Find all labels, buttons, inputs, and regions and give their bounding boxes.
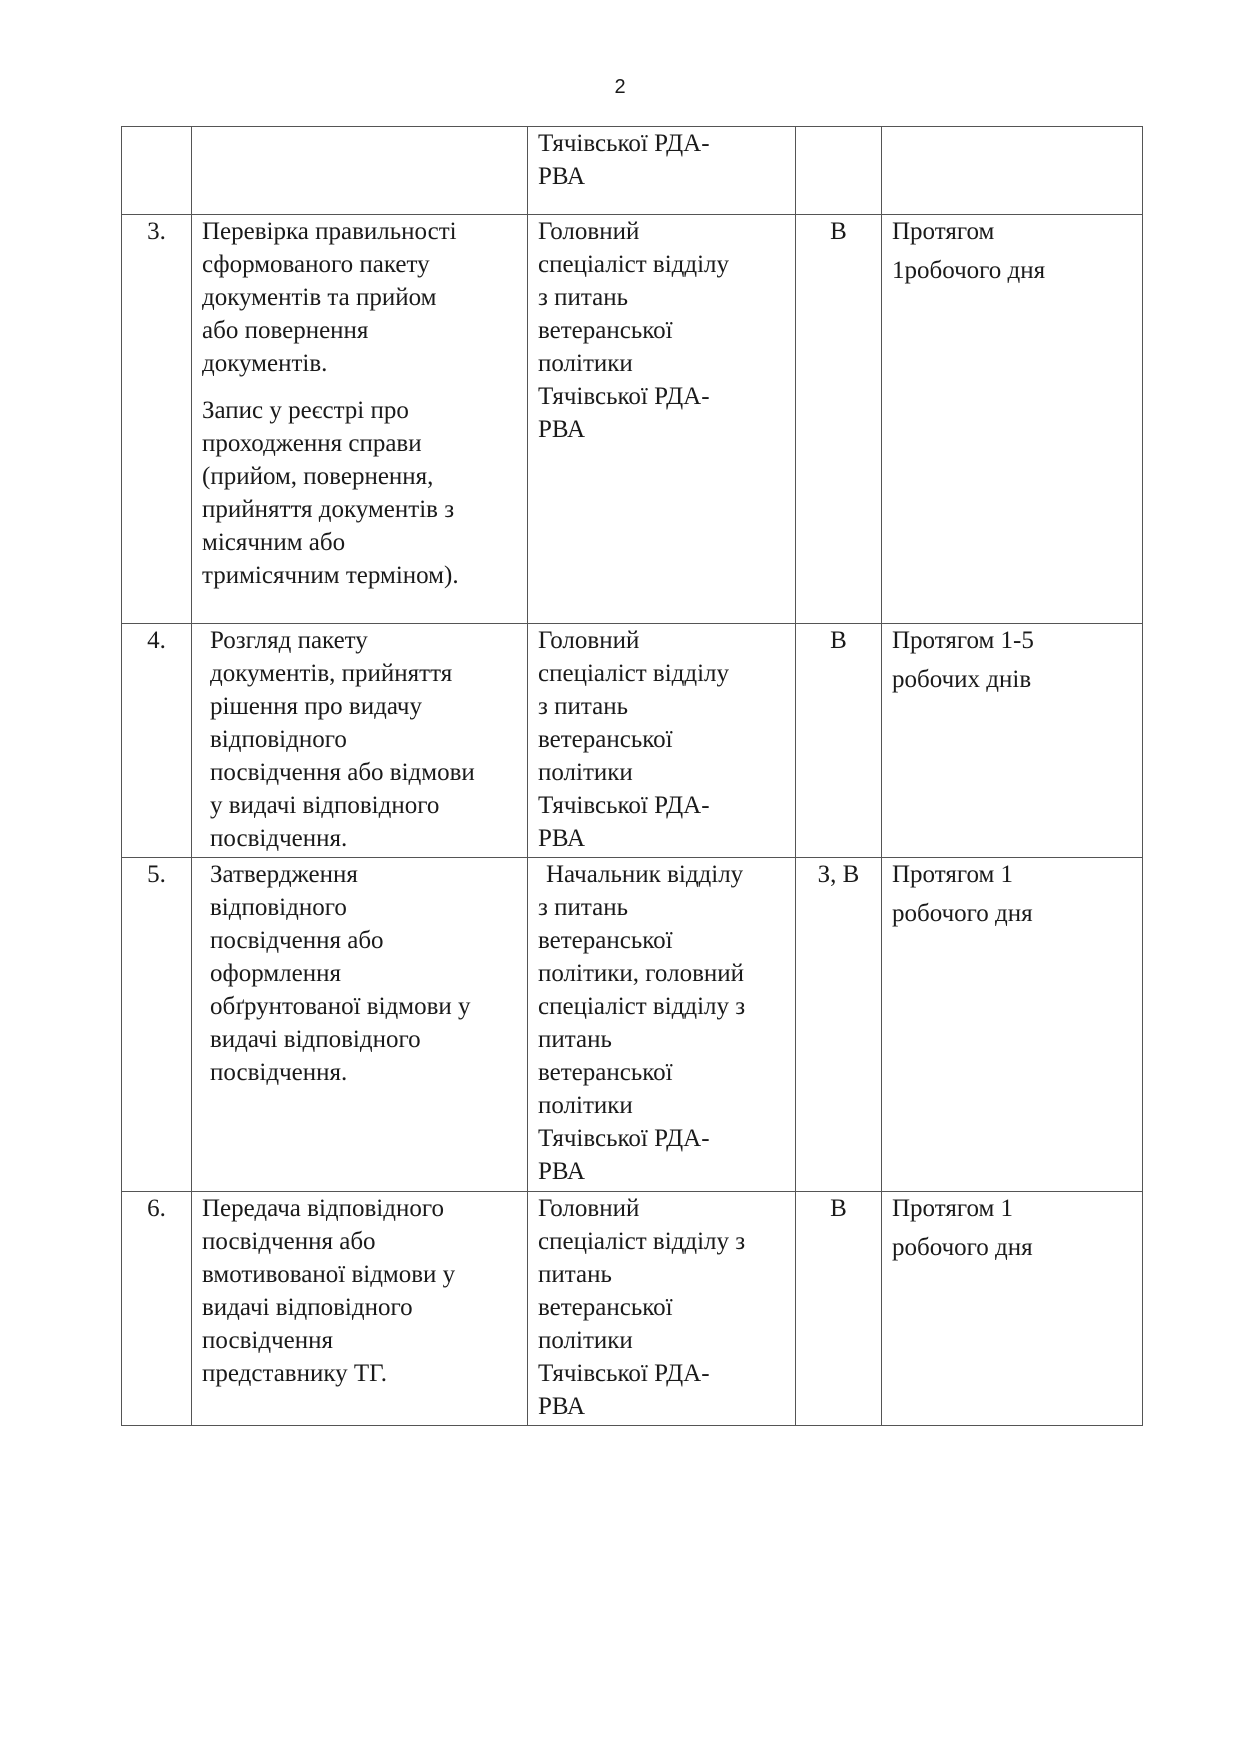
action-line: оформлення (210, 960, 341, 987)
responsible-line: РВА (538, 1393, 586, 1420)
responsible-cell (528, 858, 796, 1192)
action-cell (192, 127, 528, 215)
action-line: видачі відповідного (202, 1294, 413, 1321)
term-cell (882, 1192, 1143, 1426)
responsible-line: ветеранської (538, 726, 673, 753)
action-line: відповідного (210, 894, 347, 921)
responsible-line: Тячівської РДА- (538, 1125, 710, 1152)
responsible-line: ветеранської (538, 1059, 673, 1086)
action-line: Передача відповідного (202, 1195, 444, 1222)
action-line: видачі відповідного (210, 1026, 421, 1053)
action-cell (192, 858, 528, 1192)
action-line: посвідчення або (202, 1228, 376, 1255)
action-line: посвідчення (202, 1327, 333, 1354)
row-number-cell: 6. (122, 1192, 192, 1426)
action-paragraph (202, 215, 517, 380)
responsible-line: з питань (538, 894, 628, 921)
action-line: посвідчення або (210, 927, 384, 954)
responsible-line: Тячівської РДА- (538, 1360, 710, 1387)
responsible-line: ветеранської (538, 317, 673, 344)
term-line: Протягом 1-5 (892, 627, 1034, 654)
procedure-table (121, 126, 1143, 1426)
action-cell (192, 624, 528, 858)
responsible-line: Головний (538, 627, 640, 654)
stage-cell (796, 127, 882, 215)
action-line: документів, прийняття (210, 660, 453, 687)
action-line: представнику ТГ. (202, 1360, 388, 1387)
responsible-line: політики (538, 1327, 633, 1354)
responsible-line: Тячівської РДА- (538, 130, 710, 157)
responsible-line: спеціаліст відділу з (538, 1228, 746, 1255)
responsible-line: питань (538, 1026, 612, 1053)
responsible-line: з питань (538, 693, 628, 720)
stage-cell: В (796, 1192, 882, 1426)
term-line: робочих днів (892, 666, 1032, 693)
responsible-line: Головний (538, 218, 640, 245)
responsible-line: політики (538, 759, 633, 786)
action-line: відповідного (210, 726, 347, 753)
action-line: Перевірка правильності (202, 218, 457, 245)
term-line: 1робочого дня (892, 257, 1046, 284)
term-line: Протягом 1 (892, 1195, 1014, 1222)
term-cell (882, 215, 1143, 624)
responsible-line: РВА (538, 825, 586, 852)
action-line: документів та прийом (202, 284, 437, 311)
action-line: сформованого пакету (202, 251, 430, 278)
responsible-line: Головний (538, 1195, 640, 1222)
action-line: посвідчення або відмови (210, 759, 475, 786)
responsible-line: ветеранської (538, 1294, 673, 1321)
responsible-line: політики (538, 1092, 633, 1119)
row-number-cell (122, 127, 192, 215)
responsible-cell (528, 624, 796, 858)
table-row (122, 1192, 1143, 1426)
responsible-line: Тячівської РДА- (538, 383, 710, 410)
responsible-line: РВА (538, 416, 586, 443)
term-line: Протягом (892, 218, 995, 245)
action-line: або повернення (202, 317, 369, 344)
term-line: робочого дня (892, 900, 1033, 927)
term-line: Протягом 1 (892, 861, 1014, 888)
stage-cell: В (796, 624, 882, 858)
action-line: документів. (202, 350, 328, 377)
stage-cell: В (796, 215, 882, 624)
action-line: тримісячним терміном). (202, 562, 459, 589)
responsible-line: політики, головний (538, 960, 745, 987)
table-row (122, 624, 1143, 858)
responsible-line: РВА (538, 1158, 586, 1185)
action-line: місячним або (202, 529, 346, 556)
responsible-line: ветеранської (538, 927, 673, 954)
term-cell (882, 858, 1143, 1192)
responsible-line: РВА (538, 163, 586, 190)
responsible-line: Начальник відділу (546, 861, 744, 888)
table-row (122, 858, 1143, 1192)
action-line: проходження справи (202, 430, 422, 457)
action-line: (прийом, повернення, (202, 463, 434, 490)
action-line: Затвердження (210, 861, 358, 888)
responsible-cell (528, 127, 796, 215)
action-line: посвідчення. (210, 825, 348, 852)
action-line: вмотивованої відмови у (202, 1261, 456, 1288)
action-line: у видачі відповідного (210, 792, 440, 819)
responsible-line: Тячівської РДА- (538, 792, 710, 819)
stage-cell: З, В (796, 858, 882, 1192)
action-line: прийняття документів з (202, 496, 455, 523)
responsible-line: спеціаліст відділу (538, 660, 730, 687)
action-line: обґрунтованої відмови у (210, 993, 471, 1020)
responsible-cell (528, 215, 796, 624)
action-line: Розгляд пакету (210, 627, 368, 654)
page-number: 2 (614, 76, 626, 98)
action-paragraph (202, 394, 517, 592)
action-line: рішення про видачу (210, 693, 422, 720)
term-cell (882, 624, 1143, 858)
action-line: Запис у реєстрі про (202, 397, 409, 424)
table-row (122, 215, 1143, 624)
action-line: посвідчення. (210, 1059, 348, 1086)
action-cell (192, 1192, 528, 1426)
action-cell (192, 215, 528, 624)
row-number-cell: 5. (122, 858, 192, 1192)
term-line: робочого дня (892, 1234, 1033, 1261)
row-number-cell: 4. (122, 624, 192, 858)
responsible-line: питань (538, 1261, 612, 1288)
responsible-cell (528, 1192, 796, 1426)
row-number-cell: 3. (122, 215, 192, 624)
term-cell (882, 127, 1143, 215)
responsible-line: з питань (538, 284, 628, 311)
responsible-line: політики (538, 350, 633, 377)
responsible-line: спеціаліст відділу (538, 251, 730, 278)
responsible-line: спеціаліст відділу з (538, 993, 746, 1020)
table-row (122, 127, 1143, 215)
